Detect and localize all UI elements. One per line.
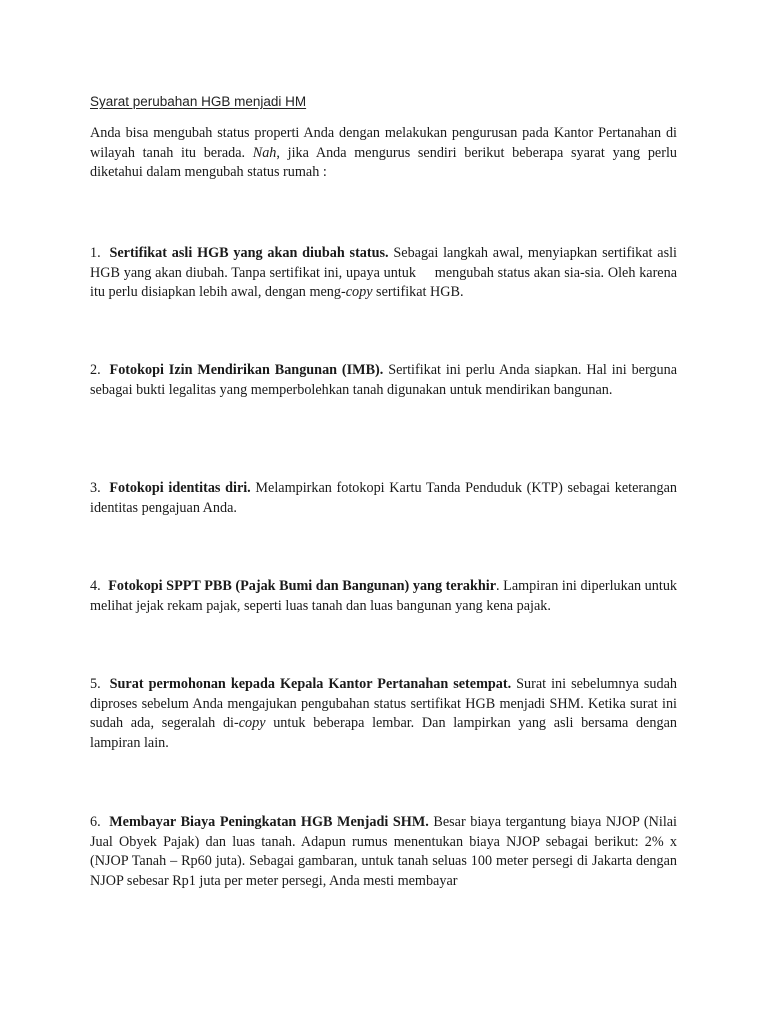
intro-text-1: Anda bisa mengubah status properti Anda dengan melakukan pengurusan pada Kantor Pertanahan di wilayah tanah itu berada. <box>90 125 677 161</box>
item-heading: Fotokopi SPPT PBB (Pajak Bumi dan Bangunan) yang terakhir <box>108 578 497 594</box>
requirement-item-2 <box>90 361 677 400</box>
item-text-2: sertifikat HGB. <box>372 284 464 301</box>
item-heading: Surat permohonan kepada Kepala Kantor Pertanahan setempat. <box>109 676 512 692</box>
item-heading: Sertifikat asli HGB yang akan diubah status. <box>109 245 389 261</box>
item-number: 6. <box>90 814 101 830</box>
item-number: 3. <box>90 480 101 496</box>
item-text-1: Surat ini sebelumnya sudah diproses sebelum Anda mengajukan pengubahan status sertifikat HGB menjadi SHM. Ketika surat ini sudah ada, segeralah di- <box>90 676 677 732</box>
requirement-item-4 <box>90 577 677 616</box>
item-number: 2. <box>90 362 101 378</box>
intro-paragraph <box>90 124 677 183</box>
item-italic-word: copy <box>345 284 373 301</box>
item-number: 5. <box>90 676 101 692</box>
item-heading: Membayar Biaya Peningkatan HGB Menjadi SHM. <box>109 814 429 830</box>
intro-italic-word: Nah <box>252 144 277 161</box>
requirement-item-5 <box>90 675 677 753</box>
item-text-1: Melampirkan fotokopi Kartu Tanda Penduduk (KTP) sebagai keterangan identitas pengajuan Anda. <box>90 480 677 516</box>
intro-text-2: , jika Anda mengurus sendiri berikut beberapa syarat yang perlu diketahui dalam mengubah status rumah : <box>90 144 677 181</box>
item-heading: Fotokopi Izin Mendirikan Bangunan (IMB). <box>109 362 384 378</box>
item-heading: Fotokopi identitas diri. <box>109 480 251 496</box>
requirement-item-1 <box>90 244 681 303</box>
item-text-1: Sertifikat ini perlu Anda siapkan. Hal ini berguna sebagai bukti legalitas yang memperbolehkan tanah digunakan untuk mendirikan bangunan. <box>90 362 678 398</box>
document-title: Syarat perubahan HGB menjadi HM <box>90 94 307 109</box>
item-text-1: Sebagai langkah awal, menyiapkan sertifikat asli HGB yang akan diubah. Tanpa sertifikat ini, upaya untuk mengubah status akan sia-sia. Oleh karena itu perlu disiapkan lebih awal, dengan meng- <box>90 245 681 301</box>
requirement-item-3 <box>90 479 677 518</box>
item-number: 4. <box>90 578 101 594</box>
item-italic-word: copy <box>238 715 266 732</box>
item-text-1: . Lampiran ini diperlukan untuk melihat jejak rekam pajak, seperti luas tanah dan luas bangunan yang kena pajak. <box>90 578 678 614</box>
item-number: 1. <box>90 245 101 261</box>
item-text-2: untuk beberapa lembar. Dan lampirkan yang asli bersama dengan lampiran lain. <box>90 715 677 751</box>
requirement-item-6 <box>90 813 677 891</box>
item-text-1: Besar biaya tergantung biaya NJOP (Nilai Jual Obyek Pajak) dan luas tanah. Adapun rumus menentukan biaya NJOP sebagai berikut: 2% x (NJOP Tanah – Rp60 juta). Sebagai gambaran, untuk tanah seluas 100 meter persegi di Jakarta dengan NJOP sebesar Rp1 juta per meter persegi, Anda mesti membayar <box>90 814 678 889</box>
